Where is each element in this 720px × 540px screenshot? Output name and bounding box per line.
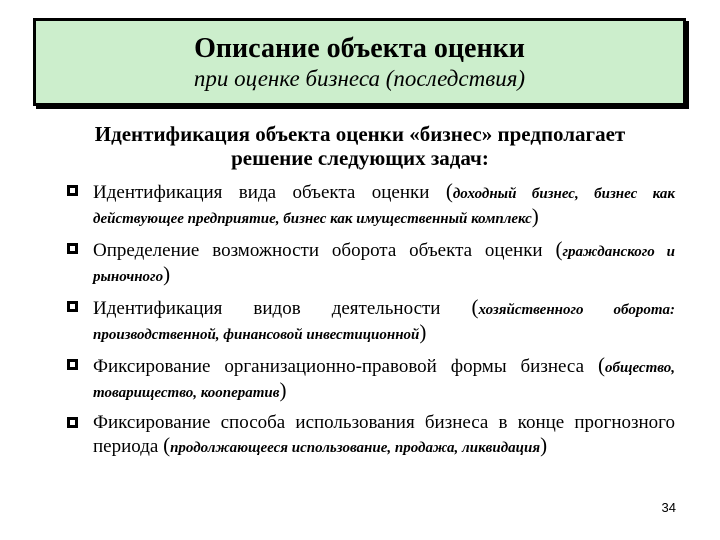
item-note: доходный бизнес, бизнес как действующее предприятие, бизнес как имущественный комплекс <box>93 186 675 227</box>
page-number: 34 <box>661 500 676 515</box>
item-note: гражданского и рыночного <box>93 244 675 285</box>
item-text: Фиксирование способа использования бизнеса в конце прогнозного периода <box>93 412 675 457</box>
item-text: Идентификация видов деятельности <box>93 298 472 319</box>
intro-text <box>20 122 700 170</box>
list-item: Идентификация видов деятельности (хозяйственного оборота: производственной, финансовой инвестиционной) <box>93 296 675 346</box>
slide-subtitle: при оценке бизнеса (последствия) <box>193 66 526 91</box>
item-text: Идентификация вида объекта оценки <box>93 182 446 203</box>
square-bullet-icon <box>67 359 78 370</box>
task-list <box>93 180 675 467</box>
square-bullet-icon <box>67 243 78 254</box>
square-bullet-icon <box>67 185 78 196</box>
item-note: общество, товарищество, кооператив <box>93 360 675 401</box>
item-note: продолжающееся использование, продажа, ликвидация <box>170 440 541 456</box>
list-item: Определение возможности оборота объекта оценки (гражданского и рыночного) <box>93 238 675 288</box>
square-bullet-icon <box>67 301 78 312</box>
list-item: Идентификация вида объекта оценки (доходный бизнес, бизнес как действующее предприятие, бизнес как имущественный комплекс) <box>93 180 675 230</box>
list-item: Фиксирование организационно-правовой формы бизнеса (общество, товарищество, кооператив) <box>93 354 675 404</box>
square-bullet-icon <box>67 417 78 428</box>
intro-line-1: Идентификация объекта оценки «бизнес» предполагает <box>94 122 626 146</box>
slide-title: Описание объекта оценки <box>194 33 525 64</box>
intro-line-2: решение следующих задач: <box>231 146 489 170</box>
item-text: Определение возможности оборота объекта оценки <box>93 240 556 261</box>
list-item: Фиксирование способа использования бизнеса в конце прогнозного периода (продолжающееся использование, продажа, ликвидация) <box>93 412 675 459</box>
item-note: хозяйственного оборота: производственной, финансовой инвестиционной <box>93 302 675 343</box>
title-box <box>33 18 686 106</box>
item-text: Фиксирование организационно-правовой формы бизнеса <box>93 356 598 377</box>
